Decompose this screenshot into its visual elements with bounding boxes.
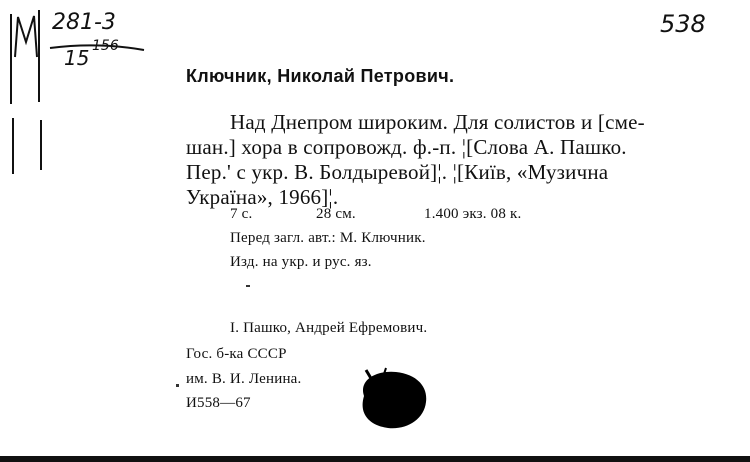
title-line-1: Над Днепром широким. Для солистов и [сме- [230,110,645,134]
size: 28 см. [316,206,356,222]
copies-price: 1.400 экз. 08 к. [424,206,522,222]
library-line-2: им. В. И. Ленина. [186,371,302,387]
handwritten-superscript: 156 [92,38,119,54]
page-number: 538 [660,10,706,38]
title-line-4: Україна», 1966]¦. [186,185,339,209]
note-language: Изд. на укр. и рус. яз. [230,254,372,270]
shelf-mark: 281-3 [52,10,116,35]
pages-count: 7 с. [230,206,253,222]
margin-line-4 [40,120,42,170]
handwritten-number: 15 [64,46,90,70]
added-entry: I. Пашко, Андрей Ефремович. [230,320,428,336]
handwritten-mark-icon [12,12,42,62]
stray-dot-2 [176,384,179,387]
margin-line-3 [12,118,14,174]
title-line-3: Пер.' с укр. В. Болдыревой]¦. ¦[Київ, «Музична [186,160,609,184]
note-author: Перед загл. авт.: М. Ключник. [230,230,426,246]
library-line-1: Гос. б-ка СССР [186,346,287,362]
card-bottom-edge [0,456,750,462]
card-number: И558—67 [186,395,251,411]
title-line-2: шан.] хора в сопровожд. ф.-п. ¦[Слова А. Пашко. [186,135,627,159]
stray-dot [246,285,250,287]
author-heading: Ключник, Николай Петрович. [186,66,455,86]
ink-blot-icon [350,366,432,432]
